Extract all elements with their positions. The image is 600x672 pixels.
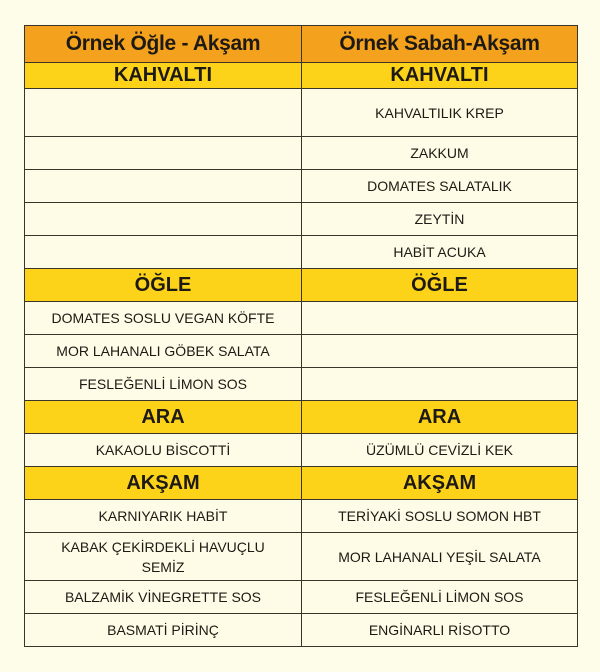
table-row bbox=[25, 500, 578, 533]
meal-cell: BALZAMİK VİNEGRETTE SOS bbox=[25, 581, 302, 614]
section-row-ara bbox=[25, 401, 578, 434]
section-title: ÖĞLE bbox=[25, 269, 302, 302]
section-title: ÖĞLE bbox=[302, 269, 578, 302]
meal-cell: HABİT ACUKA bbox=[302, 236, 578, 269]
table-row bbox=[25, 614, 578, 647]
meal-cell: MOR LAHANALI GÖBEK SALATA bbox=[25, 335, 302, 368]
section-row-aksam bbox=[25, 467, 578, 500]
section-title: AKŞAM bbox=[302, 467, 578, 500]
meal-cell: FESLEĞENLİ LİMON SOS bbox=[302, 581, 578, 614]
section-title: ARA bbox=[302, 401, 578, 434]
meal-cell: ENGİNARLI RİSOTTO bbox=[302, 614, 578, 647]
meal-cell bbox=[25, 533, 302, 581]
section-title: AKŞAM bbox=[25, 467, 302, 500]
table-row bbox=[25, 170, 578, 203]
meal-cell bbox=[25, 137, 302, 170]
section-row-kahvalti bbox=[25, 63, 578, 89]
meal-cell: KARNIYARIK HABİT bbox=[25, 500, 302, 533]
meal-cell: FESLEĞENLİ LİMON SOS bbox=[25, 368, 302, 401]
meal-cell bbox=[25, 170, 302, 203]
meal-cell: KAHVALTILIK KREP bbox=[302, 89, 578, 137]
meal-cell: KAKAOLU BİSCOTTİ bbox=[25, 434, 302, 467]
table-row bbox=[25, 368, 578, 401]
meal-cell: DOMATES SALATALIK bbox=[302, 170, 578, 203]
table-row bbox=[25, 89, 578, 137]
meal-cell: DOMATES SOSLU VEGAN KÖFTE bbox=[25, 302, 302, 335]
table-row bbox=[25, 581, 578, 614]
table-row bbox=[25, 302, 578, 335]
meal-plan-table bbox=[24, 25, 578, 647]
table-row bbox=[25, 335, 578, 368]
section-title: KAHVALTI bbox=[25, 63, 302, 89]
table-row bbox=[25, 203, 578, 236]
meal-cell bbox=[25, 89, 302, 137]
section-title: ARA bbox=[25, 401, 302, 434]
meal-cell: ZAKKUM bbox=[302, 137, 578, 170]
meal-cell: ZEYTİN bbox=[302, 203, 578, 236]
meal-cell-text: KABAK ÇEKİRDEKLİ HAVUÇLU SEMİZ bbox=[61, 538, 265, 575]
meal-cell: BASMATİ PİRİNÇ bbox=[25, 614, 302, 647]
table-row bbox=[25, 533, 578, 581]
meal-cell bbox=[302, 335, 578, 368]
meal-cell bbox=[25, 236, 302, 269]
meal-cell bbox=[25, 203, 302, 236]
meal-cell bbox=[302, 302, 578, 335]
column-header-ogle-aksam: Örnek Öğle - Akşam bbox=[25, 26, 302, 63]
table-row bbox=[25, 137, 578, 170]
meal-cell: TERİYAKİ SOSLU SOMON HBT bbox=[302, 500, 578, 533]
meal-cell bbox=[302, 368, 578, 401]
section-row-ogle bbox=[25, 269, 578, 302]
table-row bbox=[25, 434, 578, 467]
meal-cell: MOR LAHANALI YEŞİL SALATA bbox=[302, 533, 578, 581]
column-header-sabah-aksam: Örnek Sabah-Akşam bbox=[302, 26, 578, 63]
table-header-row bbox=[25, 26, 578, 63]
meal-cell: ÜZÜMLÜ CEVİZLİ KEK bbox=[302, 434, 578, 467]
section-title: KAHVALTI bbox=[302, 63, 578, 89]
table-row bbox=[25, 236, 578, 269]
